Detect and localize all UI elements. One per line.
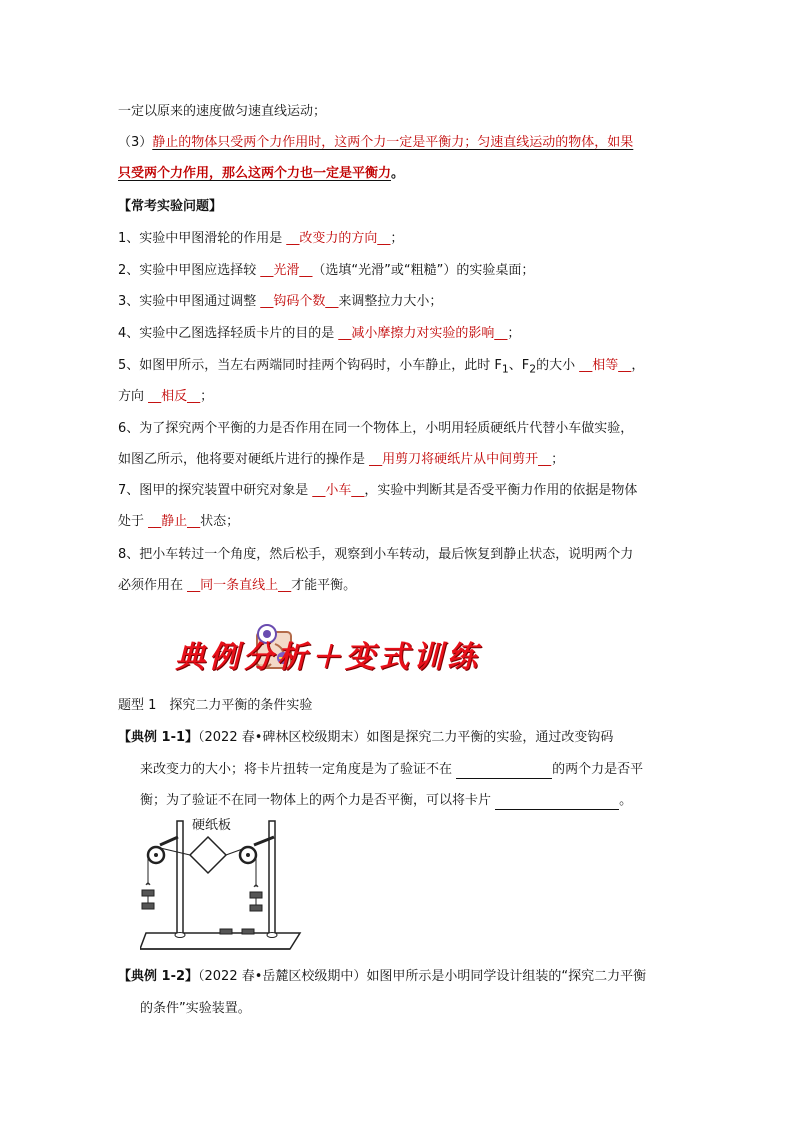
question-6-line-1: 6、为了探究两个平衡的力是否作用在同一个物体上，小明用轻质硬纸片代替小车做实验， [118, 421, 634, 436]
section-title: 【常考实验问题】 [118, 199, 223, 214]
blank-2[interactable] [495, 795, 619, 810]
example-1-1-line-2: 来改变力的大小；将卡片扭转一定角度是为了验证不在 的两个力是否平 [140, 762, 644, 777]
answer-1: __改变力的方向__ [286, 231, 391, 246]
blank-1[interactable] [456, 764, 552, 779]
answer-3: __钩码个数__ [260, 294, 339, 309]
question-3: 3、实验中甲图通过调整 __钩码个数__来调整拉力大小； [118, 294, 443, 309]
question-5-line-2: 方向 __相反__； [118, 389, 214, 404]
answer-5a: __相等__ [579, 358, 632, 373]
spare-weight-2 [242, 929, 254, 934]
point-3-line-2: 只受两个力作用，那么这两个力也一定是平衡力。 [118, 166, 405, 181]
cardboard [190, 837, 226, 873]
point-3-text-1: 静止的物体只受两个力作用时，这两个力一定是平衡力；匀速直线运动的物体，如果 [152, 135, 634, 150]
answer-2: __光滑__ [260, 263, 313, 278]
question-7-line-1: 7、图甲的探究装置中研究对象是 __小车__，实验中判断其是否受平衡力作用的依据是物体 [118, 483, 638, 498]
answer-7a: __小车__ [312, 483, 365, 498]
point-3-line-1: （3）静止的物体只受两个力作用时，这两个力一定是平衡力；匀速直线运动的物体，如果 [118, 135, 634, 150]
example-1-1-line-3: 衡；为了验证不在同一物体上的两个力是否平衡，可以将卡片 。 [140, 793, 633, 808]
example-1-2-line-1: 【典例 1-2】（2022 春•岳麓区校级期中）如图甲所示是小明同学设计组装的“探究二力平衡 [118, 969, 647, 984]
left-weight-2 [142, 903, 154, 909]
answer-4: __减小摩擦力对实验的影响__ [338, 326, 508, 341]
answer-5b: __相反__ [148, 389, 201, 404]
question-4: 4、实验中乙图选择轻质卡片的目的是 __减小摩擦力对实验的影响__； [118, 326, 521, 341]
question-2: 2、实验中甲图应选择较 __光滑__（选填“光滑”或“粗糙”）的实验桌面； [118, 263, 535, 278]
question-8-line-2: 必须作用在 __同一条直线上__才能平衡。 [118, 578, 357, 593]
right-weight-2 [250, 905, 262, 911]
banner-title: 典例分析＋变式训练 [175, 640, 481, 675]
example-1-1-line-1: 【典例 1-1】（2022 春•碑林区校级期末）如图是探究二力平衡的实验，通过改变钩码 [118, 730, 614, 745]
question-1: 1、实验中甲图滑轮的作用是 __改变力的方向__； [118, 231, 404, 246]
question-6-line-2: 如图乙所示，他将要对硬纸片进行的操作是 __用剪刀将硬纸片从中间剪开__； [118, 452, 565, 467]
example-1-2-line-2: 的条件”实验装置。 [140, 1001, 251, 1016]
intro-line-1: 一定以原来的速度做匀速直线运动； [118, 104, 327, 119]
answer-6: __用剪刀将硬纸片从中间剪开__ [369, 452, 552, 467]
apparatus-figure [140, 815, 310, 953]
answer-8: __同一条直线上__ [187, 578, 292, 593]
question-7-line-2: 处于 __静止__状态； [118, 514, 240, 529]
example-1-1-tag: 【典例 1-1】 [118, 730, 199, 745]
answer-7b: __静止__ [148, 514, 201, 529]
topic-title: 题型 1 探究二力平衡的条件实验 [118, 698, 313, 713]
cardboard-label: 硬纸板 [192, 818, 232, 833]
example-1-2-tag: 【典例 1-2】 [118, 969, 199, 984]
question-5-line-1: 5、如图甲所示，当左右两端同时挂两个钩码时，小车静止，此时 $F_1$、$F_2$的大小 __相等__， [118, 358, 645, 376]
spare-weight-1 [220, 929, 232, 934]
point-3-text-2: 只受两个力作用，那么这两个力也一定是平衡力 [118, 166, 392, 181]
question-8-line-1: 8、把小车转过一个角度，然后松手，观察到小车转动，最后恢复到静止状态，说明两个力 [118, 547, 634, 562]
right-weight-1 [250, 892, 262, 898]
left-weight-1 [142, 890, 154, 896]
